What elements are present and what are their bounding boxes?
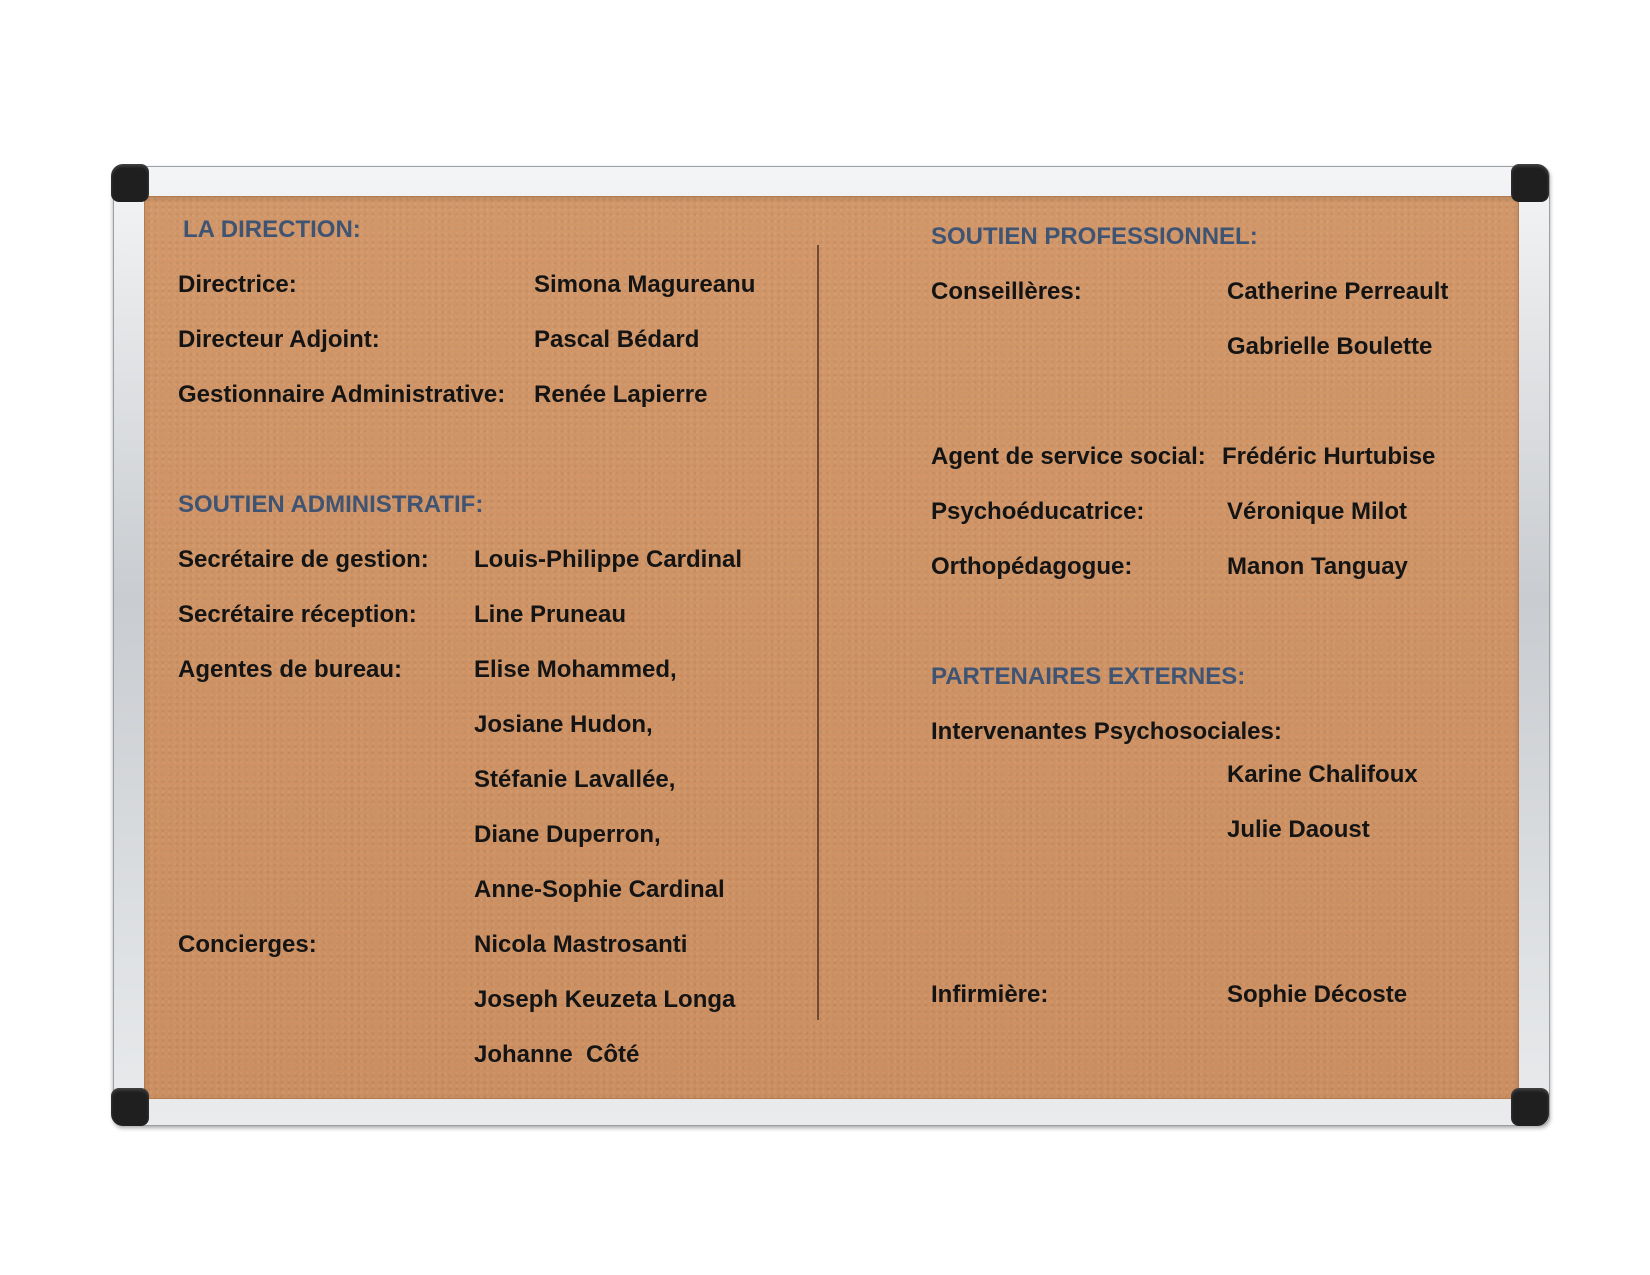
role-agent-service-social: Agent de service social: (931, 443, 1206, 470)
name-agente-1: Elise Mohammed, (474, 656, 677, 683)
name-conseillere-2: Gabrielle Boulette (1227, 333, 1433, 360)
frame-corner-top-right (1511, 164, 1549, 202)
name-agente-3: Stéfanie Lavallée, (474, 766, 676, 793)
name-agent-service-social: Frédéric Hurtubise (1222, 443, 1436, 470)
name-intervenante-1: Karine Chalifoux (1227, 761, 1418, 788)
name-agente-4: Diane Duperron, (474, 821, 661, 848)
name-directrice: Simona Magureanu (534, 271, 756, 298)
role-intervenantes: Intervenantes Psychosociales: (931, 718, 1282, 745)
role-conseilleres: Conseillères: (931, 278, 1082, 305)
role-concierges: Concierges: (178, 931, 317, 958)
name-concierge-3: Johanne Côté (474, 1041, 640, 1068)
role-directrice: Directrice: (178, 271, 297, 298)
name-directeur-adjoint: Pascal Bédard (534, 326, 700, 353)
column-divider (817, 245, 819, 1020)
name-concierge-2: Joseph Keuzeta Longa (474, 986, 736, 1013)
heading-soutien-administratif: SOUTIEN ADMINISTRATIF: (178, 491, 484, 518)
heading-direction: LA DIRECTION: (183, 216, 361, 243)
role-agentes-bureau: Agentes de bureau: (178, 656, 403, 683)
frame-corner-bottom-left (111, 1088, 149, 1126)
name-agente-5: Anne-Sophie Cardinal (474, 876, 725, 903)
heading-partenaires-externes: PARTENAIRES EXTERNES: (931, 663, 1246, 690)
name-intervenante-2: Julie Daoust (1227, 816, 1370, 843)
role-secretaire-gestion: Secrétaire de gestion: (178, 546, 429, 573)
name-secretaire-gestion: Louis-Philippe Cardinal (474, 546, 743, 573)
role-psychoeducatrice: Psychoéducatrice: (931, 498, 1145, 525)
name-concierge-1: Nicola Mastrosanti (474, 931, 688, 958)
role-infirmiere: Infirmière: (931, 981, 1049, 1008)
role-orthopedagogue: Orthopédagogue: (931, 553, 1133, 580)
name-infirmiere: Sophie Décoste (1227, 981, 1408, 1008)
name-psychoeducatrice: Véronique Milot (1227, 498, 1407, 525)
name-agente-2: Josiane Hudon, (474, 711, 653, 738)
frame-corner-top-left (111, 164, 149, 202)
name-conseillere-1: Catherine Perreault (1227, 278, 1449, 305)
name-orthopedagogue: Manon Tanguay (1227, 553, 1408, 580)
name-secretaire-reception: Line Pruneau (474, 601, 627, 628)
role-gestionnaire: Gestionnaire Administrative: (178, 381, 506, 408)
heading-soutien-professionnel: SOUTIEN PROFESSIONNEL: (931, 223, 1258, 250)
name-gestionnaire: Renée Lapierre (534, 381, 708, 408)
role-directeur-adjoint: Directeur Adjoint: (178, 326, 380, 353)
role-secretaire-reception: Secrétaire réception: (178, 601, 417, 628)
frame-corner-bottom-right (1511, 1088, 1549, 1126)
